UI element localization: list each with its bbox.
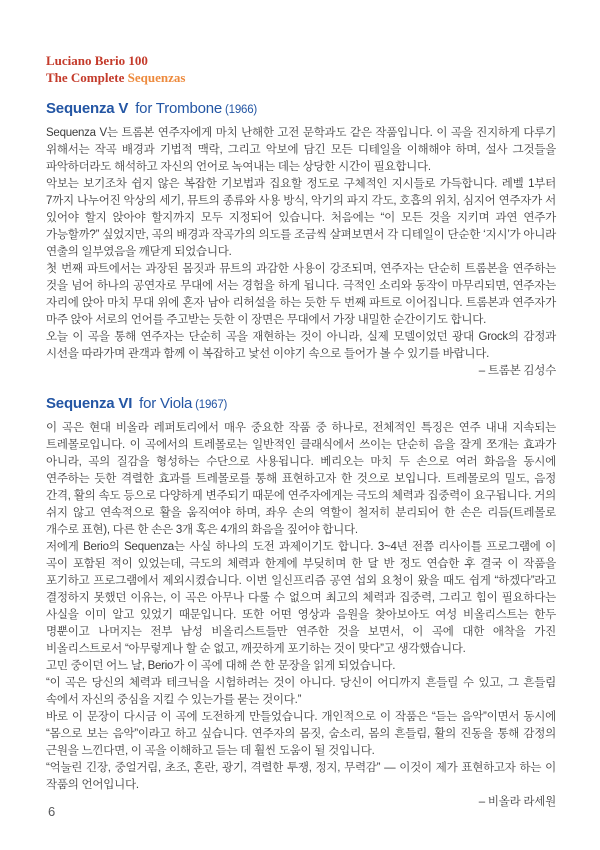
section-sequenza-v [46,99,556,380]
booklet-title-main: The Complete [46,70,125,85]
booklet-title-line1: Luciano Berio 100 [46,53,148,68]
section-heading-sequenza-v [46,99,556,120]
attribution-trombone: – 트롬본 김성수 [478,365,556,377]
paragraph-sequenza-vi-5: 바로 이 문장이 다시금 이 곡에 도전하게 만들었습니다. 개인적으로 이 작품은 “듣는 음악”이면서 동시에 “몸으로 보는 음악”이라고 하고 싶습니다. 연주자의 몸짓, 숨소리, 몸의 흔들림, 활의 진동을 통해 감정의 근원을 느낀다면, 이 곡을 이해하고 듣는 데 훨씬 도움이 될 것입니다. [46,711,556,757]
booklet-title-line2 [46,69,556,86]
work-year: (1966) [225,104,258,116]
work-title: Sequenza V [46,100,129,117]
work-instrument: for Trombone [135,100,223,117]
work-year: (1967) [195,399,228,411]
booklet-header [46,52,556,86]
paragraph-sequenza-v-2: 악보는 보기조차 쉽지 않은 복잡한 기보법과 집요할 정도로 구체적인 지시들로 가득합니다. 레벨 1부터 7까지 나누어진 악상의 세기, 뮤트의 종류와 사용 방식, 악기의 파지 각도, 호흡의 위치, 심지어 연주자가 서 있어야 할지 앉아야 할지까지 모두 지정되어 있습니다. 처음에는 “이 모든 것을 지키며 과연 연주가 가능할까?” 싶었지만, 곡의 배경과 작곡가의 의도를 조금씩 살펴보면서 각 디테일이 단순한 ‘지시’가 아니라 연출의 일부였음을 깨닫게 되었습니다. [46,178,556,258]
paragraph-sequenza-vi-4: “이 곡은 당신의 체력과 테크닉을 시험하려는 것이 아니다. 당신이 어디까지 흔들릴 수 있고, 그 흔들림 속에서 자신의 중심을 지킬 수 있는가를 묻는 것이다.” [46,677,556,706]
booklet-title-accent: Sequenzas [127,70,186,85]
paragraph-sequenza-v-1: Sequenza V는 트롬본 연주자에게 마치 난해한 고전 문학과도 같은 작품입니다. 이 곡을 진지하게 다루기 위해서는 작곡 배경과 기법적 맥락, 그리고 악보에 담긴 모든 디테일을 이해해야 하며, 설사 그것들을 파악하더라도 해석하고 자신의 언어로 녹여내는 데는 상당한 시간이 필요합니다. [46,127,556,173]
attribution-viola: – 비올라 라세원 [478,796,556,808]
work-instrument: for Viola [139,395,193,412]
section-heading-sequenza-vi [46,394,556,415]
paragraph-sequenza-vi-6: “억눌린 긴장, 중얼거림, 초조, 혼란, 광기, 격렬한 투쟁, 정지, 무력감” — 이것이 제가 표현하고자 하는 이 작품의 언어입니다. [46,762,556,791]
paragraph-sequenza-v-4: 오늘 이 곡을 통해 연주자는 단순히 곡을 재현하는 것이 아니라, 실제 모델이었던 광대 Grock의 감정과 시선을 따라가며 관객과 함께 이 복잡하고 낯선 이야기 속으로 들어가 볼 수 있기를 바랍니다. [46,331,556,360]
paragraph-sequenza-vi-2: 저에게 Berio의 Sequenza는 사실 하나의 도전 과제이기도 합니다. 3~4년 전쯤 리사이틀 프로그램에 이 곡이 포함된 적이 있었는데, 극도의 체력과 한계에 부딪히며 한 달 반 정도 연습한 후 결국 이 작품을 포기하고 프로그램에서 제외시켰습니다. 이번 일신프리즘 공연 섭외 요청이 왔을 때도 쉽게 “하겠다”라고 결정하지 못했던 이유는, 이 곡은 아무나 다룰 수 없으며 최고의 체력과 집중력, 그리고 힘이 필요하다는 사실을 이미 알고 있었기 때문입니다. 또한 어떤 영상과 음원을 찾아보아도 여성 비올리스트는 한두 명뿐이고 나머지는 전부 남성 비올리스트들만 연주한 것을 보면서, 이 곡에 대한 애착을 가진 비올리스트로서 “아무렇게나 할 순 없고, 깨끗하게 포기하는 것이 맞다”고 생각했습니다. [46,541,556,655]
work-title: Sequenza VI [46,395,133,412]
page-number: 6 [48,804,56,819]
paragraph-sequenza-v-3: 첫 번째 파트에서는 과장된 몸짓과 뮤트의 과감한 사용이 강조되며, 연주자는 단순히 트롬본을 연주하는 것을 넘어 하나의 공연자로 무대에 서는 경험을 하게 됩니다. 극적인 소리와 동작이 마무리되면, 연주자는 자리에 앉아 마치 무대 위에 혼자 남아 리허설을 하는 듯한 두 번째 파트로 이어집니다. 트롬본과 연주자가 마주 앉아 서로의 언어를 주고받는 듯한 이 장면은 무대에서 가장 내밀한 순간이기도 합니다. [46,263,556,326]
section-sequenza-vi [46,394,556,811]
paragraph-sequenza-vi-1: 이 곡은 현대 비올라 레퍼토리에서 매우 중요한 작품 중 하나로, 전체적인 특징은 연주 내내 지속되는 트레몰로입니다. 이 곡에서의 트레몰로는 일반적인 클래식에서 쓰이는 단순히 음을 잘게 쪼개는 효과가 아니라, 곡의 질감을 형성하는 수단으로 사용됩니다. 베리오는 마치 두 손으로 여러 화음을 동시에 연주하는 듯한 격렬한 효과를 트레몰로를 통해 표현하고자 한 것으로 보입니다. 트레몰로의 밀도, 음정 간격, 활의 속도 등으로 다양하게 변주되기 때문에 연주자에게는 극도의 체력과 집중력이 요구됩니다. 거의 쉬지 않고 연속적으로 활을 움직여야 하며, 좌우 손의 역할이 철저히 분리되어 한 손은 리듬(트레몰로 개수로 표현), 다른 한 손은 3개 혹은 4개의 화음을 짚어야 합니다. [46,422,556,536]
paragraph-sequenza-vi-3: 고민 중이던 어느 날, Berio가 이 곡에 대해 쓴 한 문장을 읽게 되었습니다. [46,660,396,672]
